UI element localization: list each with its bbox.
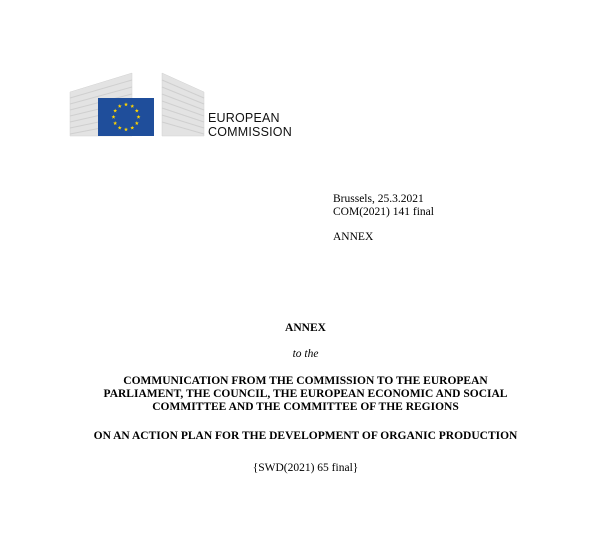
european-commission-logo bbox=[68, 70, 206, 140]
to-the-text: to the bbox=[292, 348, 319, 360]
annex-heading: ANNEX bbox=[285, 322, 326, 334]
communication-title bbox=[0, 375, 611, 414]
document-reference bbox=[333, 193, 434, 244]
subject-title: ON AN ACTION PLAN FOR THE DEVELOPMENT OF ORGANIC PRODUCTION bbox=[93, 430, 518, 442]
communication-title-line: PARLIAMENT, THE COUNCIL, THE EUROPEAN ECONOMIC AND SOCIAL bbox=[103, 388, 508, 400]
logo-text bbox=[208, 111, 292, 139]
document-number: COM(2021) 141 final bbox=[333, 206, 434, 218]
logo-line-commission: COMMISSION bbox=[208, 125, 292, 139]
building-and-flag-icon bbox=[68, 70, 206, 140]
communication-title-line: COMMITTEE AND THE COMMITTEE OF THE REGIONS bbox=[152, 401, 459, 413]
annex-reference: ANNEX bbox=[333, 231, 374, 243]
place-date: Brussels, 25.3.2021 bbox=[333, 193, 424, 205]
logo-line-european: EUROPEAN bbox=[208, 111, 280, 125]
communication-title-line: COMMUNICATION FROM THE COMMISSION TO THE EUROPEAN bbox=[123, 375, 488, 387]
swd-reference: {SWD(2021) 65 final} bbox=[252, 462, 359, 474]
